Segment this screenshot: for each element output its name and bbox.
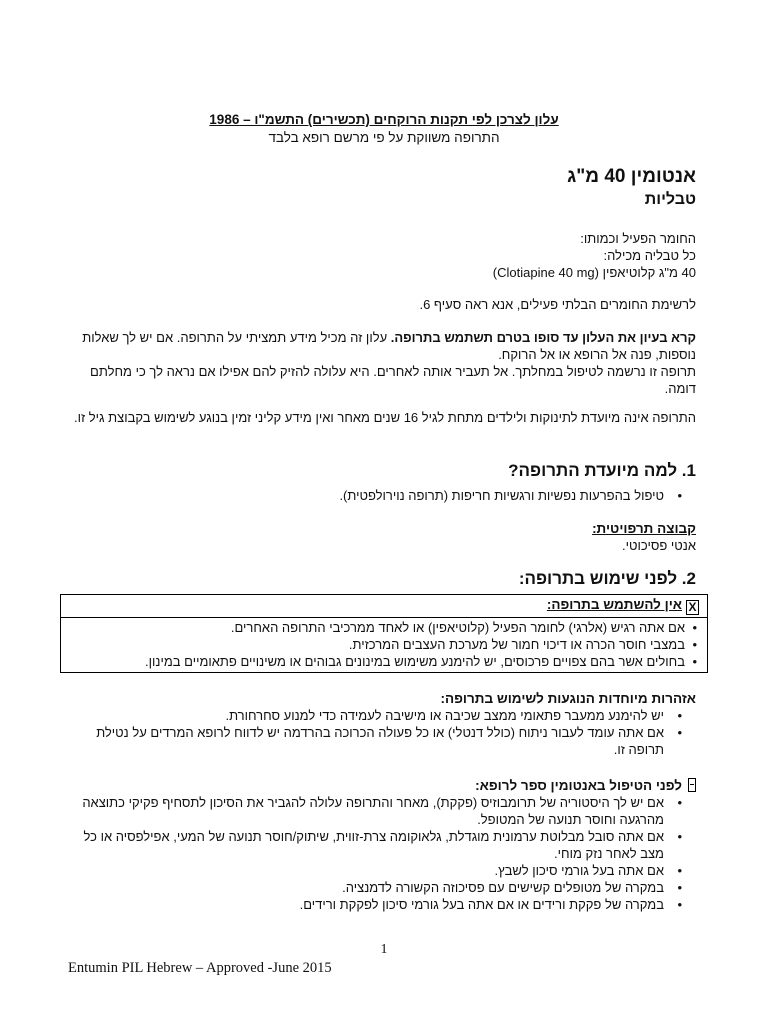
list-item: • במקרה של מטופלים קשישים עם פסיכוזה הקשורה לדמנציה. [68,879,680,896]
active-ingredient-block [68,230,696,281]
contraindications-title: אין להשתמש בתרופה: [546,597,682,612]
therapeutic-group-value: אנטי פסיכוטי. [622,538,696,553]
page-number: 1 [380,942,388,957]
x-checkbox-icon: X [686,600,699,615]
read-leaflet-bold: קרא בעיון את העלון עד סופו בטרם תשתמש בתרופה. [390,330,696,345]
therapeutic-group-label: קבוצה תרפויטית: [592,521,696,536]
section-1-list [68,487,696,504]
contraindications-heading [61,595,707,618]
inactive-ingredients-note: לרשימת החומרים הבלתי פעילים, אנא ראה סעיף 6. [419,297,696,312]
special-warnings-heading: אזהרות מיוחדות הנוגעות לשימוש בתרופה: [440,691,696,706]
section-1-heading: 1. למה מיועדת התרופה? [508,461,696,480]
list-item: • במצבי חוסר הכרה או דיכוי חמור של מערכת העצבים המרכזית. [69,636,697,653]
before-treatment [68,777,696,913]
contraindications-box [60,594,708,673]
list-item: • אם אתה רגיש (אלרגי) לחומר הפעיל (קלוטיאפין) או לאחד ממרכיבי התרופה האחרים. [69,619,697,636]
children-warning: התרופה אינה מיועדת לתינוקות ולילדים מתחת לגיל 16 שנים מאחר ואין מידע קליני זמין בנוגע לשימוש בקבוצת גיל זו. [73,410,696,425]
active-ingredient-amount: 40 מ"ג קלוטיאפין (Clotiapine 40 mg) [492,265,696,280]
read-leaflet-rest: עלון זה מכיל מידע תמציתי על התרופה. אם יש לך שאלות נוספות, פנה אל הרופא או אל הרוקח. [82,330,696,362]
active-ingredient-label: החומר הפעיל וכמותו: [580,231,696,246]
note-icon [688,778,696,792]
contraindications-list [61,618,707,672]
section-2-heading: 2. לפני שימוש בתרופה: [518,569,696,588]
drug-form: טבליות [644,191,696,208]
list-item: • בחולים אשר בהם צפויים פרכוסים, יש להימנע משימוש במינונים גבוהים או משינויים פתאומיים במינון. [69,653,697,670]
list-item: • אם אתה סובל מבלוטת ערמונית מוגדלת, גלאוקומה צרת-זווית, שיתוק/חוסר תנועה של המעי, אפילפסיה או כל מצב לאחר נזק מוחי. [68,828,680,862]
before-treatment-heading-row [68,777,696,794]
list-item: • במקרה של פקקת ורידים או אם אתה בעל גורמי סיכון לפקקת ורידים. [68,896,680,913]
list-item: • אם אתה בעל גורמי סיכון לשבץ. [68,862,680,879]
before-treatment-heading: לפני הטיפול באנטומין ספר לרופא: [475,778,682,793]
special-warnings [68,690,696,758]
document-title: עלון לצרכן לפי תקנות הרוקחים (תכשירים) התשמ"ו – 1986 [209,112,559,127]
prescribed-for-you-paragraph: תרופה זו נרשמה לטיפול במחלתך. אל תעביר אותה לאחרים. היא עלולה להזיק להם אפילו אם נראה לך כי מחלתם דומה. [90,364,696,396]
drug-name: אנטומין 40 מ"ג [567,166,696,187]
therapeutic-group [68,520,696,554]
list-item: • יש להימנע ממעבר פתאומי ממצב שכיבה או מישיבה לעמידה כדי למנוע סחרחורת. [68,707,680,724]
footer-text: Entumin PIL Hebrew – Approved -June 2015 [68,960,332,976]
list-item: • אם אתה עומד לעבור ניתוח (כולל דנטלי) או כל פעולה הכרוכה בהרדמה יש לדווח לרופא המרדים על נטילת תרופה זו. [68,724,680,758]
list-item: • טיפול בהפרעות נפשיות ורגשיות חריפות (תרופה נוירולפטית). [68,487,680,504]
tablet-contains-label: כל טבליה מכילה: [603,248,696,263]
list-item: • אם יש לך היסטוריה של תרומבוזיס (פקקת), מאחר והתרופה עלולה להגביר את הסיכון לתסחיף פקיקי כתוצאה מהרגעה וחוסר תנועה של המטופל. [68,794,680,828]
prescription-note: התרופה משווקת על פי מרשם רופא בלבד [268,130,500,145]
read-leaflet-paragraph [68,329,696,397]
